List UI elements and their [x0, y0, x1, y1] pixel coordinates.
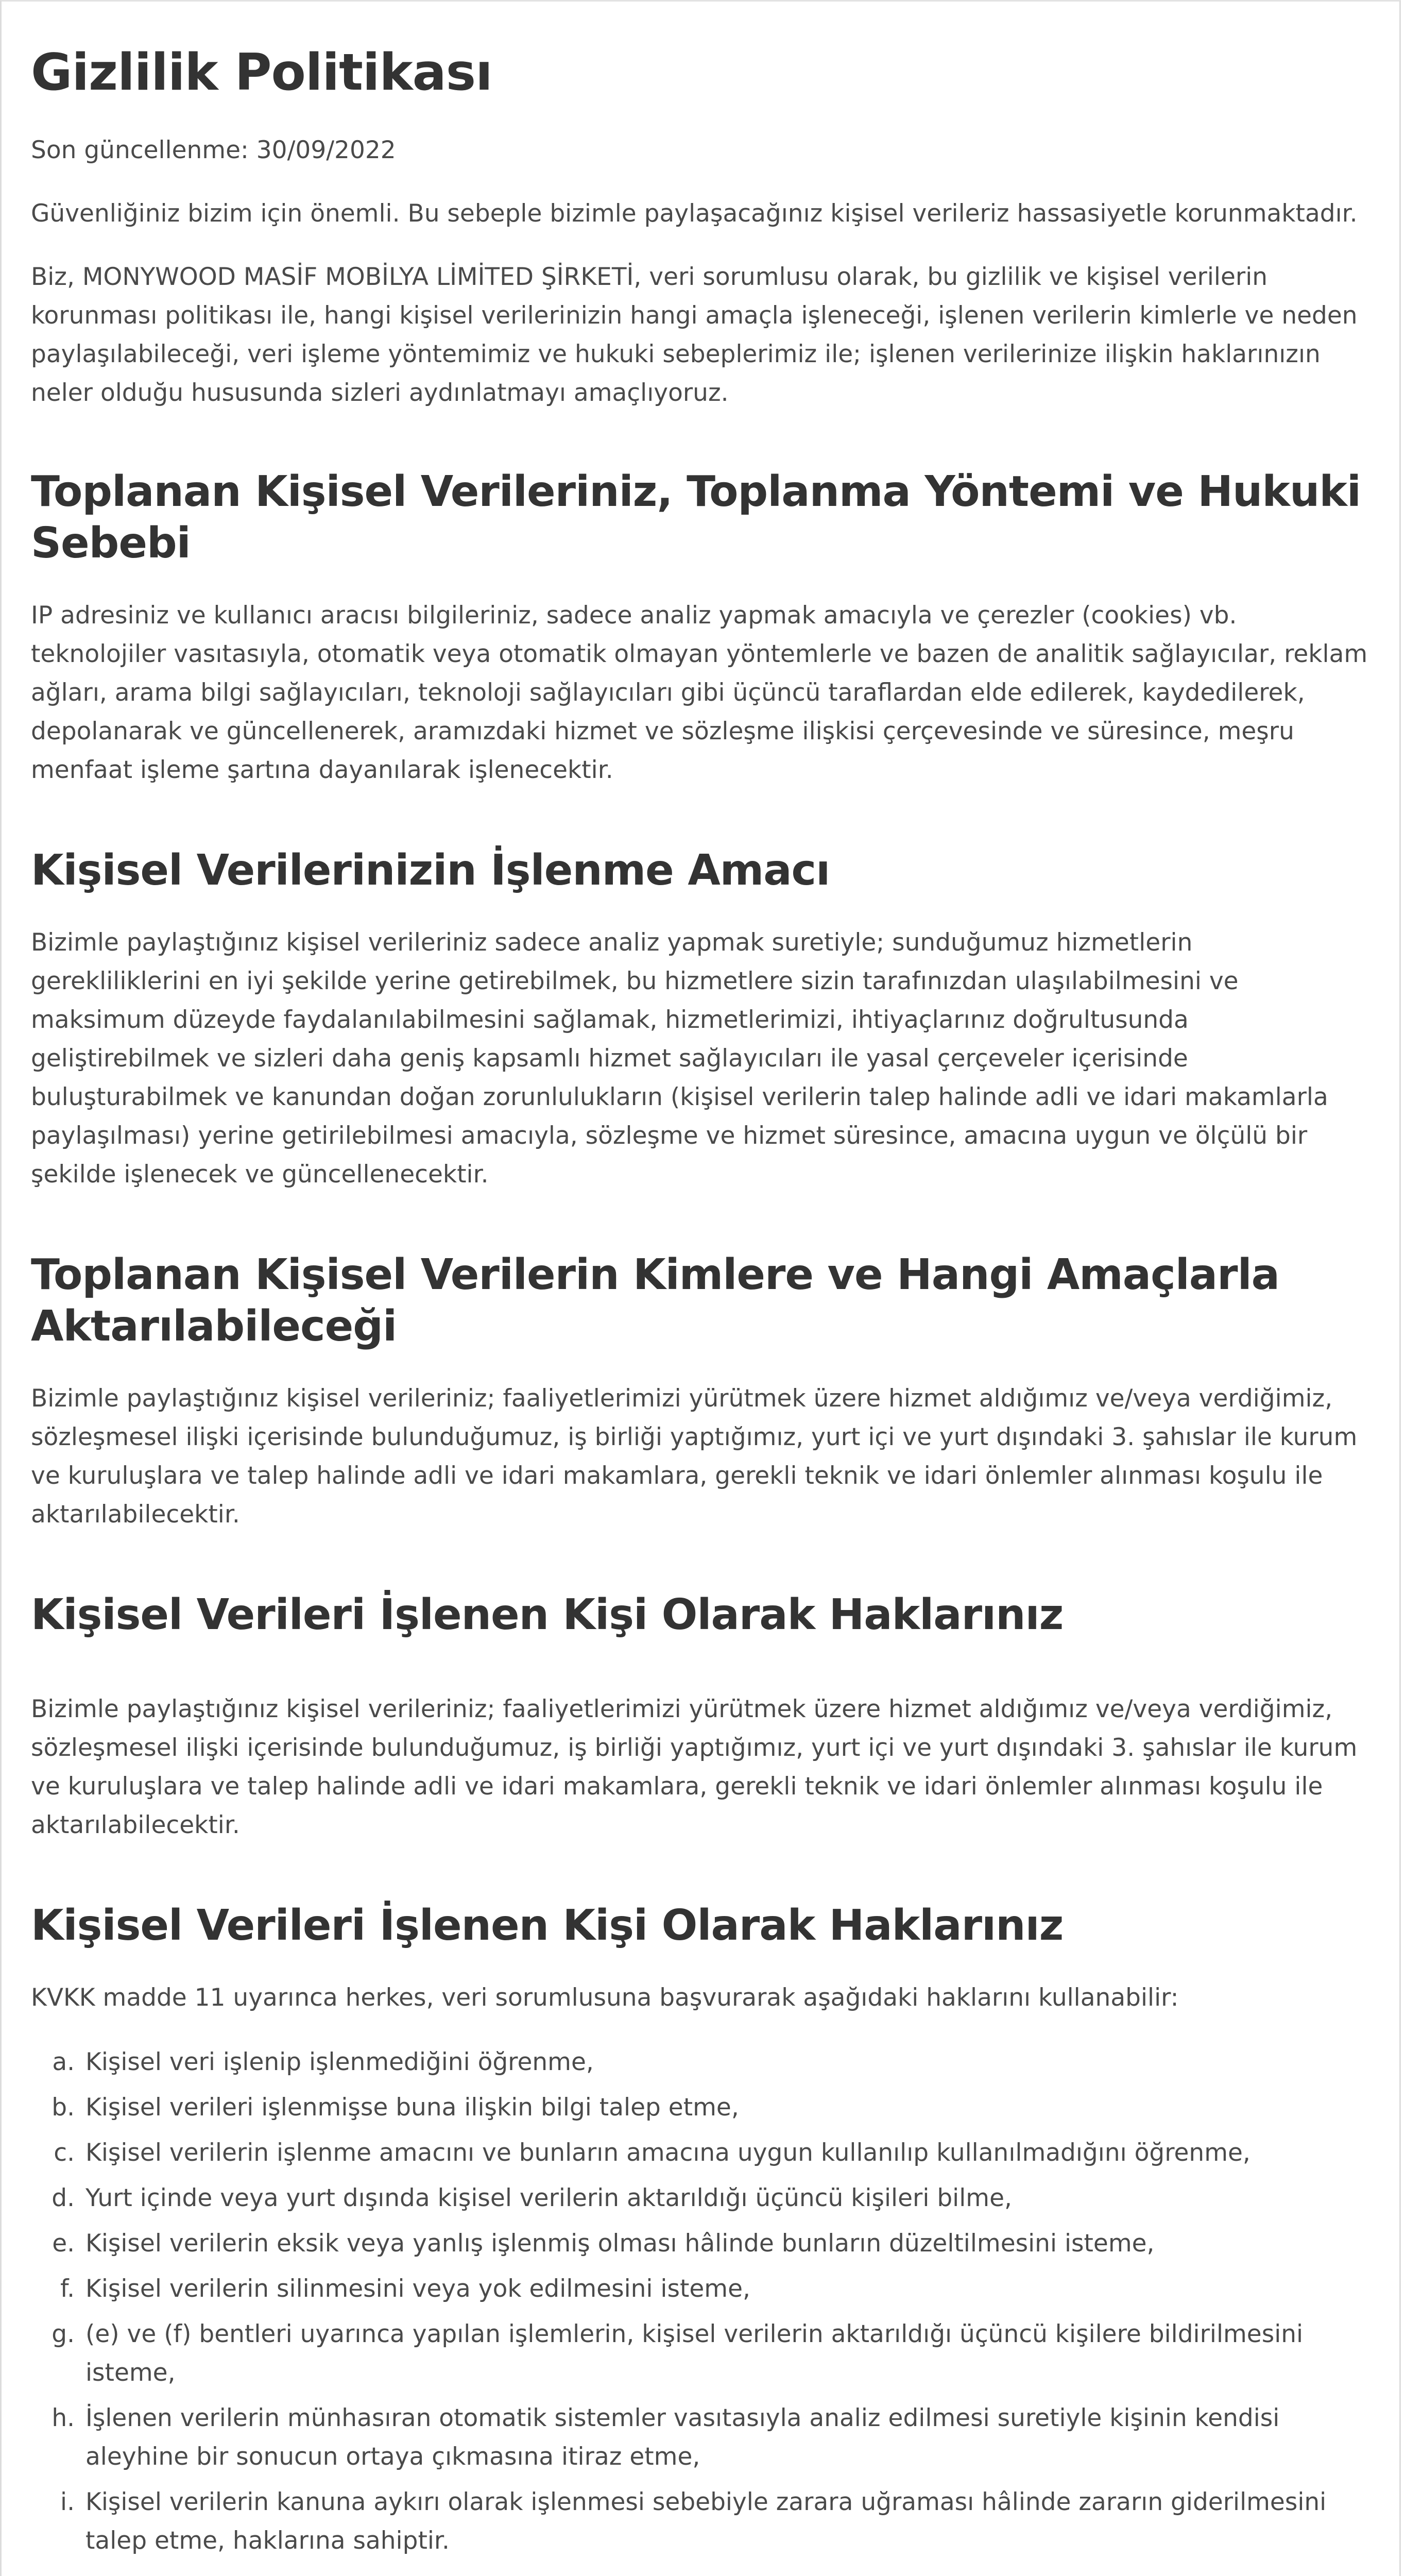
list-item: f. Kişisel verilerin silinmesini veya yok edilmesini isteme, — [82, 2269, 1370, 2308]
list-item: e. Kişisel verilerin eksik veya yanlış işlenmiş olması hâlinde bunların düzeltilmesini isteme, — [82, 2224, 1370, 2263]
rights-lead: KVKK madde 11 uyarınca herkes, veri sorumlusuna başvurarak aşağıdaki haklarını kullanabilir: — [31, 1984, 1179, 2012]
section-heading-rights-1: Kişisel Verileri İşlenen Kişi Olarak Haklarınız — [31, 1590, 1064, 1639]
last-updated: Son güncellenme: 30/09/2022 — [31, 136, 396, 164]
section-body-processing-purpose: Bizimle paylaştığınız kişisel verileriniz sadece analiz yapmak suretiyle; sunduğumuz hizmetlerin gerekliliklerini en iyi şekilde yerine getirebilmek, bu hizmetlere sizin tarafınızdan ulaşılabilmesini ve maksimum düzeyde faydalanılabilmesini sağlamak, hizmetlerimizi, ihtiyaçlarınız doğrultusunda geliştirebilmek ve sizleri daha geniş kapsamlı hizmet sağlayıcıları ile yasal çerçeveler içerisinde buluşturabilmek ve kanundan doğan zorunlulukların (kişisel verilerin talep halinde adli ve idari makamlarla paylaşılması) yerine getirilebilmesi amacıyla, sözleşme ve hizmet süresince, amacına uygun ve ölçülü bir şekilde işlenecek ve güncellenecektir. — [31, 928, 1328, 1189]
section-body-data-transfer: Bizimle paylaştığınız kişisel verileriniz; faaliyetlerimizi yürütmek üzere hizmet aldığımız ve/veya verdiğimiz, sözleşmesel ilişki içerisinde bulunduğumuz, iş birliği yaptığımız, yurt içi ve yurt dışındaki 3. şahıslar ile kurum ve kuruluşlara ve talep halinde adli ve idari makamlara, gerekli teknik ve idari önlemler alınması koşulu ile aktarılabilecektir. — [31, 1384, 1358, 1529]
list-item: b. Kişisel verileri işlenmişse buna ilişkin bilgi talep etme, — [82, 2088, 1370, 2127]
section-heading-data-transfer: Toplanan Kişisel Verilerin Kimlere ve Hangi Amaçlarla Aktarılabileceği — [31, 1250, 1280, 1351]
page-title: Gizlilik Politikası — [31, 43, 492, 102]
section-body-rights-1: Bizimle paylaştığınız kişisel verileriniz; faaliyetlerimizi yürütmek üzere hizmet aldığımız ve/veya verdiğimiz, sözleşmesel ilişki içerisinde bulunduğumuz, iş birliği yaptığımız, yurt içi ve yurt dışındaki 3. şahıslar ile kurum ve kuruluşlara ve talep halinde adli ve idari makamlara, gerekli teknik ve idari önlemler alınması koşulu ile aktarılabilecektir. — [31, 1695, 1358, 1839]
section-heading-processing-purpose: Kişisel Verilerinizin İşlenme Amacı — [31, 846, 830, 895]
section-body-collected-data: IP adresiniz ve kullanıcı aracısı bilgileriniz, sadece analiz yapmak amacıyla ve çerezler (cookies) vb. teknolojiler vasıtasıyla, otomatik veya otomatik olmayan yöntemlerle ve bazen de analitik sağlayıcılar, reklam ağları, arama bilgi sağlayıcıları, teknoloji sağlayıcıları gibi üçüncü taraflardan elde edilerek, kaydedilerek, depolanarak ve güncellenerek, aramızdaki hizmet ve sözleşme ilişkisi çerçevesinde ve süresince, meşru menfaat işleme şartına dayanılarak işlenecektir. — [31, 601, 1368, 784]
rights-list — [31, 2043, 1370, 2560]
list-item: d. Yurt içinde veya yurt dışında kişisel verilerin aktarıldığı üçüncü kişileri bilme, — [82, 2179, 1370, 2217]
list-item: a. Kişisel veri işlenip işlenmediğini öğrenme, — [82, 2043, 1370, 2081]
intro-paragraph-security: Güvenliğiniz bizim için önemli. Bu sebeple bizimle paylaşacağınız kişisel verileriz hassasiyetle korunmaktadır. — [31, 199, 1358, 228]
list-item: c. Kişisel verilerin işlenme amacını ve bunların amacına uygun kullanılıp kullanılmadığını öğrenme, — [82, 2133, 1370, 2172]
intro-paragraph-controller: Biz, MONYWOOD MASİF MOBİLYA LİMİTED ŞİRKETİ, veri sorumlusu olarak, bu gizlilik ve kişisel verilerin korunması politikası ile, hangi kişisel verilerinizin hangi amaçla işleneceği, işlenen verilerin kimlerle ve neden paylaşılabileceği, veri işleme yöntemimiz ve hukuki sebeplerimiz ile; işlenen verilerinize ilişkin haklarınızın neler olduğu hususunda sizleri aydınlatmayı amaçlıyoruz. — [31, 263, 1358, 407]
section-heading-collected-data: Toplanan Kişisel Verileriniz, Toplanma Yöntemi ve Hukuki Sebebi — [31, 467, 1361, 568]
section-heading-rights-2: Kişisel Verileri İşlenen Kişi Olarak Haklarınız — [31, 1901, 1064, 1950]
list-item: g. (e) ve (f) bentleri uyarınca yapılan işlemlerin, kişisel verilerin aktarıldığı üçüncü kişilere bildirilmesini isteme, — [82, 2315, 1370, 2392]
policy-content — [31, 42, 1370, 2576]
list-item: h. İşlenen verilerin münhasıran otomatik sistemler vasıtasıyla analiz edilmesi suretiyle kişinin kendisi aleyhine bir sonucun ortaya çıkmasına itiraz etme, — [82, 2399, 1370, 2476]
list-item: i. Kişisel verilerin kanuna aykırı olarak işlenmesi sebebiyle zarara uğraması hâlinde zararın giderilmesini talep etme, haklarına sahiptir. — [82, 2483, 1370, 2560]
